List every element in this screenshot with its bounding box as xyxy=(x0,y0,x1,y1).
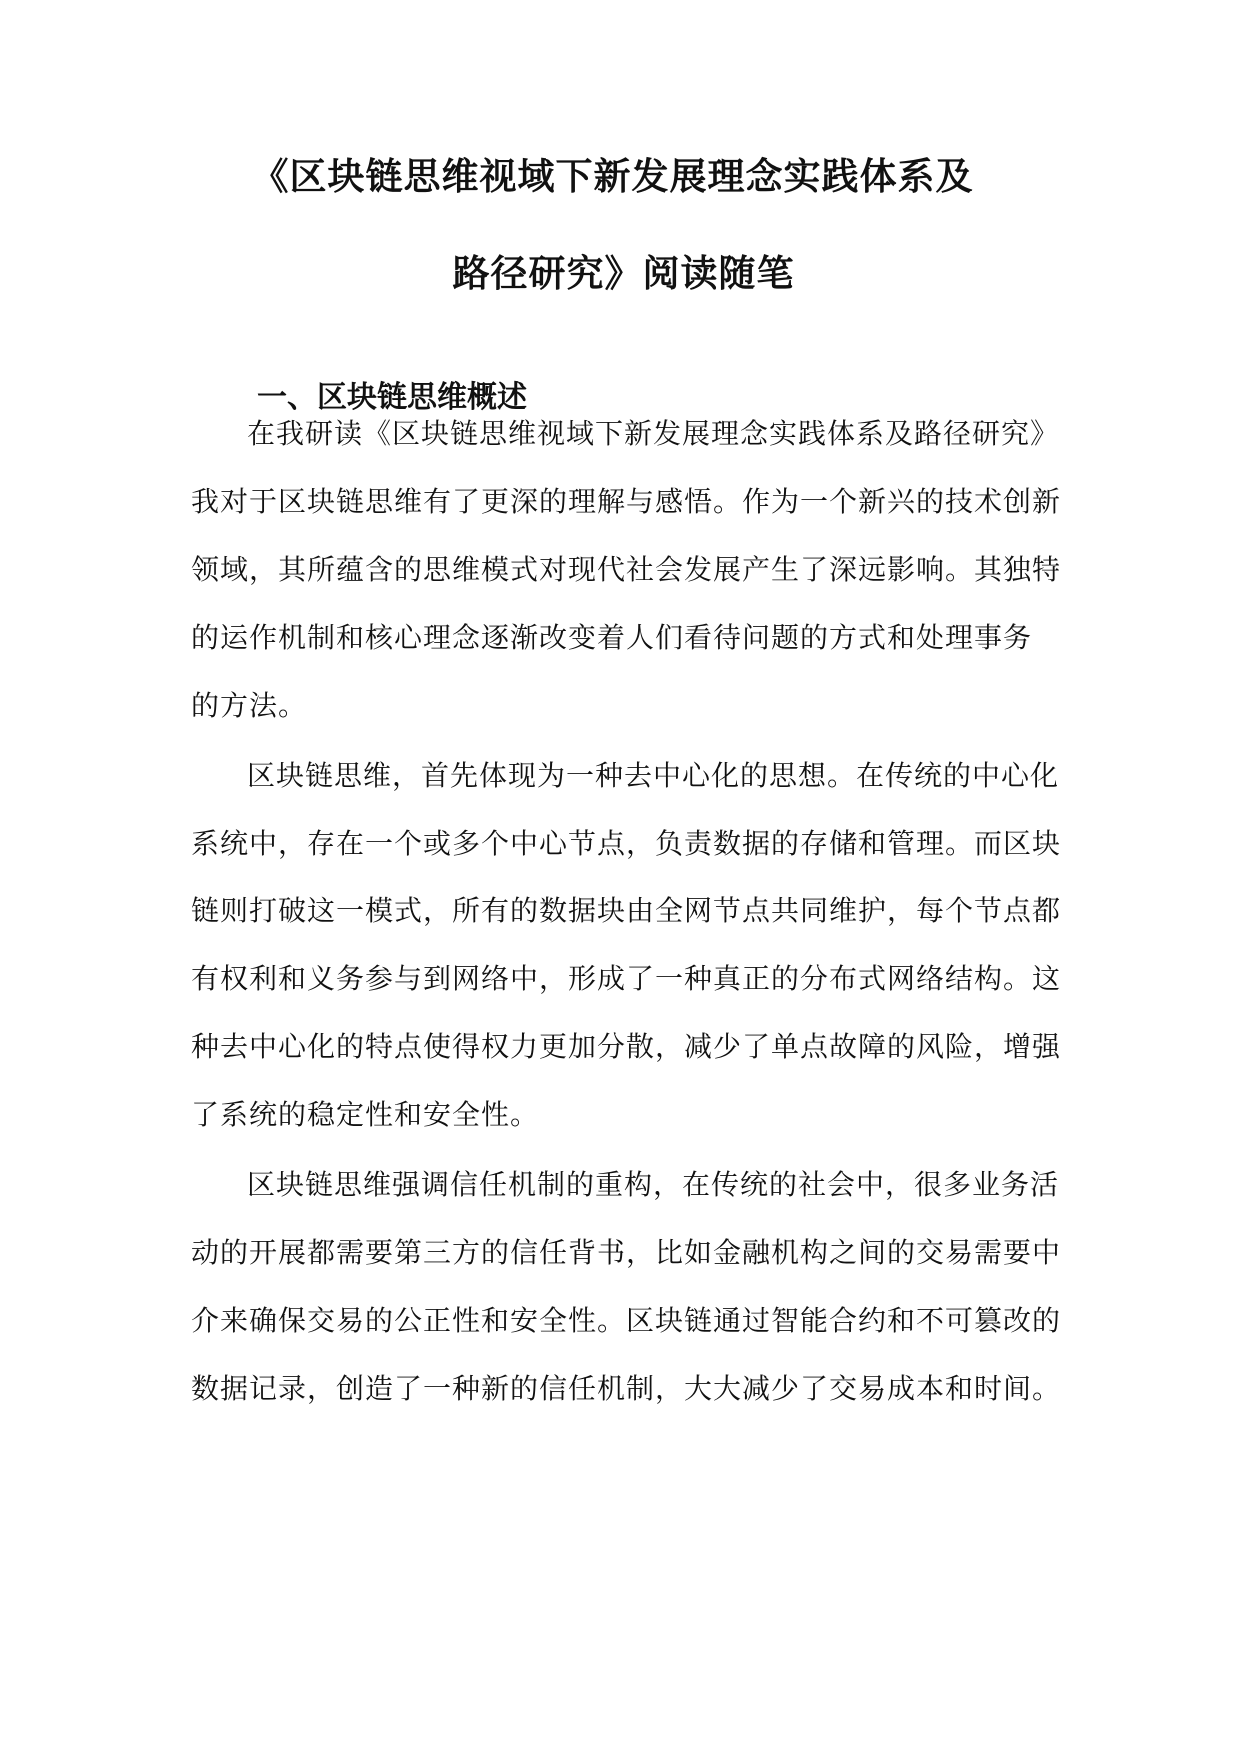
paragraph-1-line-2: 我对于区块链思维有了更深的理解与感悟。作为一个新兴的技术创新 xyxy=(191,485,1062,518)
paragraph-1-line-3: 领域，其所蕴含的思维模式对现代社会发展产生了深远影响。其独特 xyxy=(191,553,1062,586)
paragraph-1-line-5: 的方法。 xyxy=(191,689,308,722)
paragraph-2-line-5: 种去中心化的特点使得权力更加分散，减少了单点故障的风险，增强 xyxy=(191,1030,1062,1063)
paragraph-3-line-4: 数据记录，创造了一种新的信任机制，大大减少了交易成本和时间。 xyxy=(191,1372,1062,1405)
paragraph-3-line-3: 介来确保交易的公正性和安全性。区块链通过智能合约和不可篡改的 xyxy=(191,1304,1062,1337)
paragraph-3-line-2: 动的开展都需要第三方的信任背书，比如金融机构之间的交易需要中 xyxy=(191,1236,1062,1269)
paragraph-2-line-3: 链则打破这一模式，所有的数据块由全网节点共同维护，每个节点都 xyxy=(191,894,1062,927)
paragraph-1-line-4: 的运作机制和核心理念逐渐改变着人们看待问题的方式和处理事务 xyxy=(191,621,1033,654)
paragraph-3-line-1: 区块链思维强调信任机制的重构，在传统的社会中，很多业务活 xyxy=(247,1168,1060,1201)
document-title-line-2: 路径研究》阅读随笔 xyxy=(452,251,795,295)
paragraph-2-line-2: 系统中，存在一个或多个中心节点，负责数据的存储和管理。而区块 xyxy=(191,827,1062,860)
document-title-line-1: 《区块链思维视域下新发展理念实践体系及 xyxy=(251,154,974,198)
paragraph-2-line-1: 区块链思维，首先体现为一种去中心化的思想。在传统的中心化 xyxy=(247,759,1060,792)
paragraph-2-line-6: 了系统的稳定性和安全性。 xyxy=(191,1098,540,1131)
paragraph-2-line-4: 有权利和义务参与到网络中，形成了一种真正的分布式网络结构。这 xyxy=(191,962,1062,995)
section-heading: 一、区块链思维概述 xyxy=(257,380,527,415)
paragraph-1-line-1: 在我研读《区块链思维视域下新发展理念实践体系及路径研究》 xyxy=(247,417,1060,450)
